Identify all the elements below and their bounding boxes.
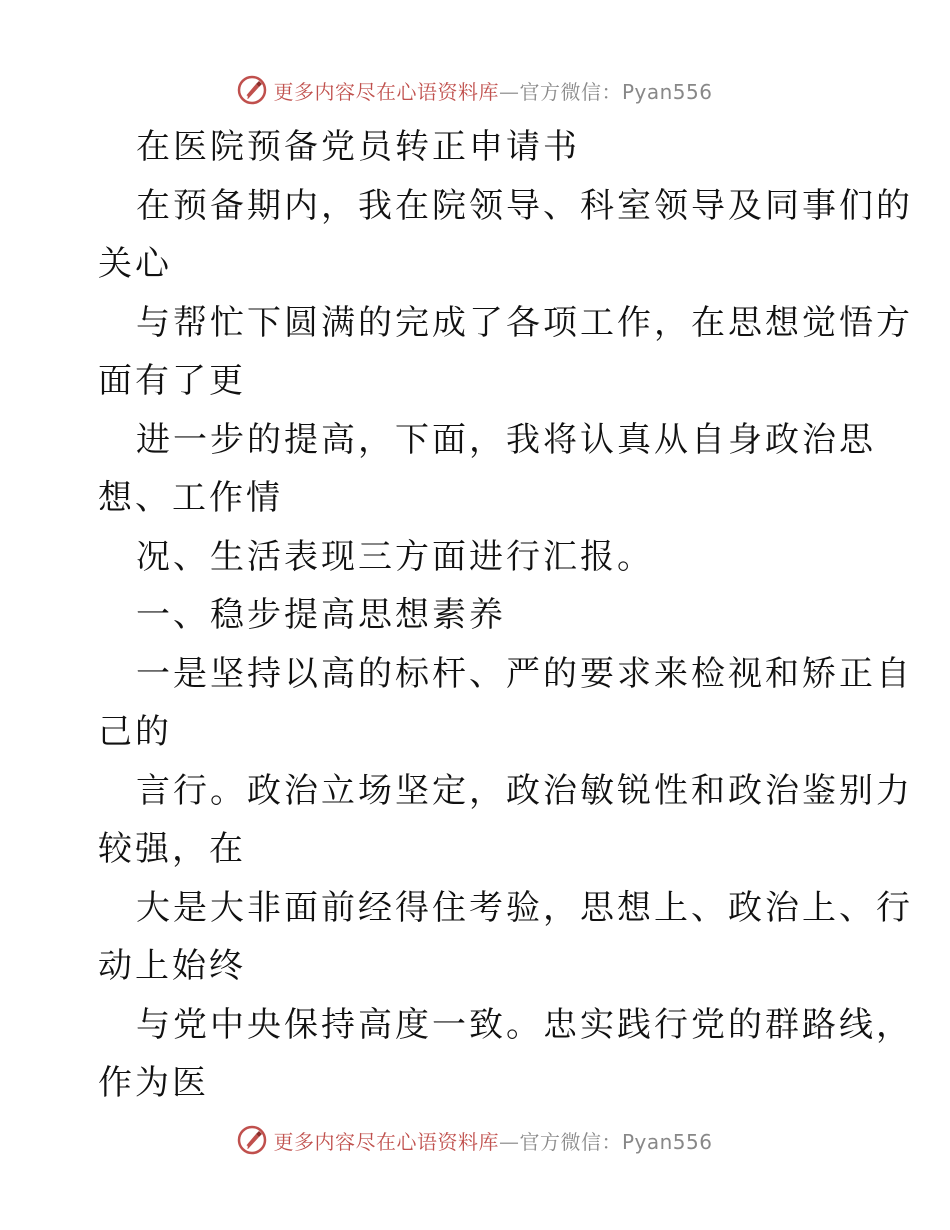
body-line: 己的 [98,712,172,752]
document-body [98,118,913,1113]
body-line: 言行。政治立场坚定，政治敏锐性和政治鉴别力 [136,770,913,811]
header-brand-text: 更多内容尽在心语资料库 [273,79,499,104]
body-line: 较强，在 [98,829,246,869]
body-line: 进一步的提高，下面，我将认真从自身政治思 [136,419,876,460]
document-title: 在医院预备党员转正申请书 [136,127,580,167]
body-line: 作为医 [98,1063,209,1103]
footer-separator: — [498,1129,520,1154]
pen-logo-icon [237,75,267,105]
body-line: 大是大非面前经得住考验，思想上、政治上、行 [136,887,913,928]
footer-brand-text: 更多内容尽在心语资料库 [273,1129,499,1154]
body-line: 与党中央保持高度一致。忠实践行党的群路线， [136,1004,913,1045]
header-separator: — [498,79,520,104]
footer-watermark [0,1120,950,1160]
body-line: 与帮忙下圆满的完成了各项工作，在思想觉悟方 [136,302,913,343]
body-line: 在预备期内，我在院领导、科室领导及同事们的 [136,185,913,226]
body-line: 面有了更 [98,361,246,401]
body-line: 关心 [98,244,172,284]
body-line: 动上始终 [98,946,246,986]
section-heading: 一、稳步提高思想素养 [136,595,506,635]
body-line: 想、工作情 [98,478,283,518]
pen-logo-icon [237,1125,267,1155]
footer-contact-text: 官方微信：Pyan556 [519,1129,713,1154]
header-contact-text: 官方微信：Pyan556 [519,79,713,104]
body-line: 况、生活表现三方面进行汇报。 [136,536,654,577]
header-watermark [0,70,950,110]
body-line: 一是坚持以高的标杆、严的要求来检视和矫正自 [136,653,913,694]
